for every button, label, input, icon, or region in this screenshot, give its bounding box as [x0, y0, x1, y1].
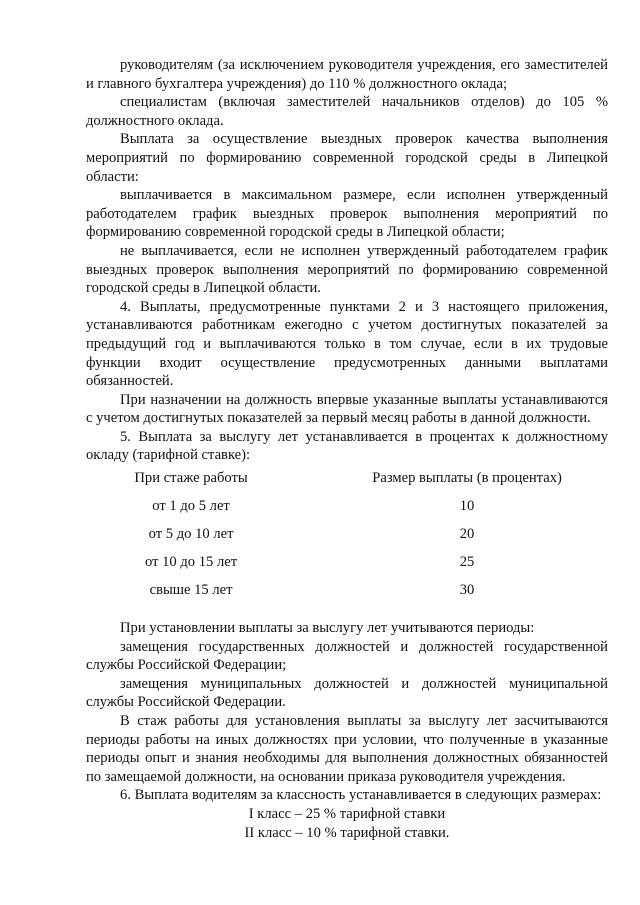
paragraph: Выплата за осуществление выездных проверок качества выполнения мероприятий по формированию современной городской среды в Липецкой области: [86, 131, 608, 185]
paragraph: не выплачивается, если не исполнен утвержденный работодателем график выездных проверок выполнения мероприятий по формированию современной городской среды в Липецкой области. [86, 242, 608, 297]
paragraph: руководителям (за исключением руководителя учреждения, его заместителей и главного бухгалтера учреждения) до 110 % должностного оклада; [86, 57, 608, 92]
table-row [86, 581, 608, 609]
seniority-table [86, 469, 608, 609]
seniority-table-wrap [86, 469, 608, 609]
table-cell-amount: 10 [459, 498, 475, 515]
table-header-amount: Размер выплаты (в процентах) [372, 470, 562, 487]
paragraph: выплачивается в максимальном размере, если исполнен утвержденный работодателем график выездных проверок выполнения мероприятий по формированию современной городской среды в Липецкой области; [86, 187, 608, 241]
class-line: II класс – 10 % тарифной ставки. [244, 824, 450, 841]
table-row [86, 497, 608, 525]
table-cell-experience: от 1 до 5 лет [152, 498, 230, 515]
paragraph: замещения муниципальных должностей и должностей муниципальной службы Российской Федерации. [86, 675, 608, 711]
paragraph: специалистам (включая заместителей начальников отделов) до 105 % должностного оклада. [86, 94, 608, 129]
paragraphs-bottom [86, 619, 608, 805]
paragraph: 4. Выплаты, предусмотренные пунктами 2 и 3 настоящего приложения, устанавливаются работникам ежегодно с учетом достигнутых показателей за предыдущий год и выплачиваются только в том случае, если в их трудовые функции входит осуществление предусмотренных данными выплатами обязанностей. [86, 298, 608, 390]
table-row [86, 525, 608, 553]
table-cell-experience: от 5 до 10 лет [148, 526, 234, 543]
table-cell-amount: 25 [459, 554, 475, 571]
table-header-experience: При стаже работы [134, 470, 248, 487]
table-cell-amount: 20 [459, 526, 475, 543]
table-cell-amount: 30 [459, 582, 475, 599]
table-header-row [86, 469, 608, 497]
class-line: I класс – 25 % тарифной ставки [248, 806, 446, 822]
paragraph: При установлении выплаты за выслугу лет учитываются периоды: [120, 620, 535, 637]
paragraph: замещения государственных должностей и должностей государственной службы Российской Федерации; [86, 638, 608, 674]
paragraph: В стаж работы для установления выплаты за выслугу лет засчитываются периоды работы на иных должностях при условии, что полученные в указанные периоды опыт и знания необходимы для выполнения должностных обязанностей по замещаемой должности, на основании приказа руководителя учреждения. [86, 713, 608, 785]
paragraphs-top [86, 56, 608, 465]
table-row [86, 553, 608, 581]
class-lines [86, 805, 608, 842]
table-cell-experience: от 10 до 15 лет [144, 554, 238, 571]
paragraph: При назначении на должность впервые указанные выплаты устанавливаются с учетом достигнутых показателей за первый месяц работы в данной должности. [86, 391, 608, 427]
table-cell-experience: свыше 15 лет [149, 582, 233, 599]
paragraph: 6. Выплата водителям за классность устанавливается в следующих размерах: [120, 787, 602, 804]
paragraph: 5. Выплата за выслугу лет устанавливается в процентах к должностному окладу (тарифной ставке): [86, 428, 608, 464]
